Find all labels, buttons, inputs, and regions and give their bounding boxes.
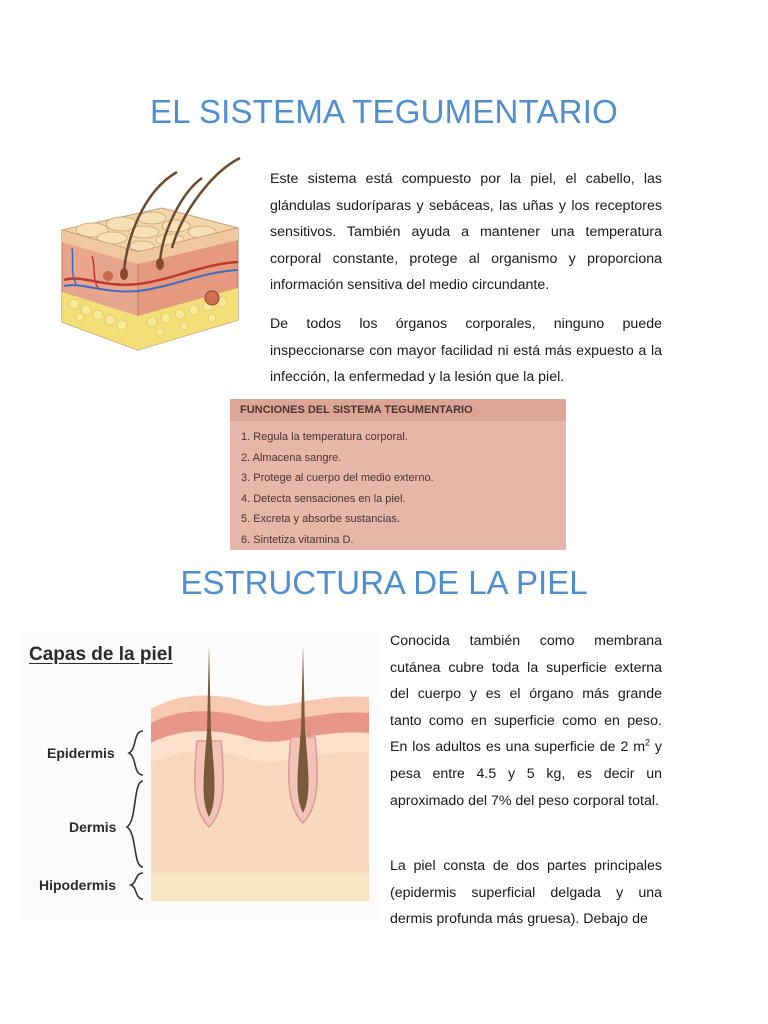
function-item: 3. Protege al cuerpo del medio externo.	[241, 472, 434, 484]
function-item: 4. Detecta sensaciones en la piel.	[241, 492, 406, 505]
membrane-text-start: Conocida también como membrana cutánea cubre toda la superficie externa del cuerpo y es el órgano más grande tanto como en superficie como en peso. En los adultos es una superficie de 2 m	[390, 633, 662, 756]
functions-list	[241, 427, 434, 550]
function-item: 1. Regula la temperatura corporal.	[241, 431, 408, 443]
epidermis-label: Epidermis	[47, 745, 115, 761]
function-item: 6. Sintetiza vitamina D.	[241, 533, 354, 546]
dermis-label: Dermis	[69, 819, 117, 835]
superscript-two: 2	[645, 737, 651, 748]
main-title: EL SISTEMA TEGUMENTARIO	[150, 93, 618, 130]
functions-heading: FUNCIONES DEL SISTEMA TEGUMENTARIO	[230, 399, 566, 421]
layers-figure-title: Capas de la piel	[29, 644, 173, 665]
functions-box	[230, 399, 566, 550]
parts-paragraph: La piel consta de dos partes principales (epidermis superficial delgada y una dermis profunda más gruesa). Debajo de	[390, 858, 662, 928]
skin-cube-illustration	[52, 152, 248, 356]
hipodermis-label: Hipodermis	[39, 877, 117, 893]
function-item: 5. Excreta y absorbe sustancias.	[241, 513, 400, 525]
membrane-text-end: y pesa entre 4.5 y 5 kg, es decir un aproximado del 7% del peso corporal total.	[390, 739, 662, 809]
intro-paragraph: Este sistema está compuesto por la piel, el cabello, las glándulas sudoríparas y sebáceas, las uñas y los receptores sensitivos. También ayuda a mantener una temperatura corporal constante, protege al organismo y proporciona información sensitiva del medio circundante.	[270, 171, 662, 294]
membrane-paragraph	[390, 628, 662, 814]
function-item: 2. Almacena sangre.	[241, 451, 342, 464]
skin-layers-figure	[21, 631, 379, 921]
organs-paragraph: De todos los órganos corporales, ninguno puede inspeccionarse con mayor facilidad ni está más expuesto a la infección, la enfermedad y la lesión que la piel.	[270, 316, 662, 386]
structure-title: ESTRUCTURA DE LA PIEL	[180, 564, 588, 601]
